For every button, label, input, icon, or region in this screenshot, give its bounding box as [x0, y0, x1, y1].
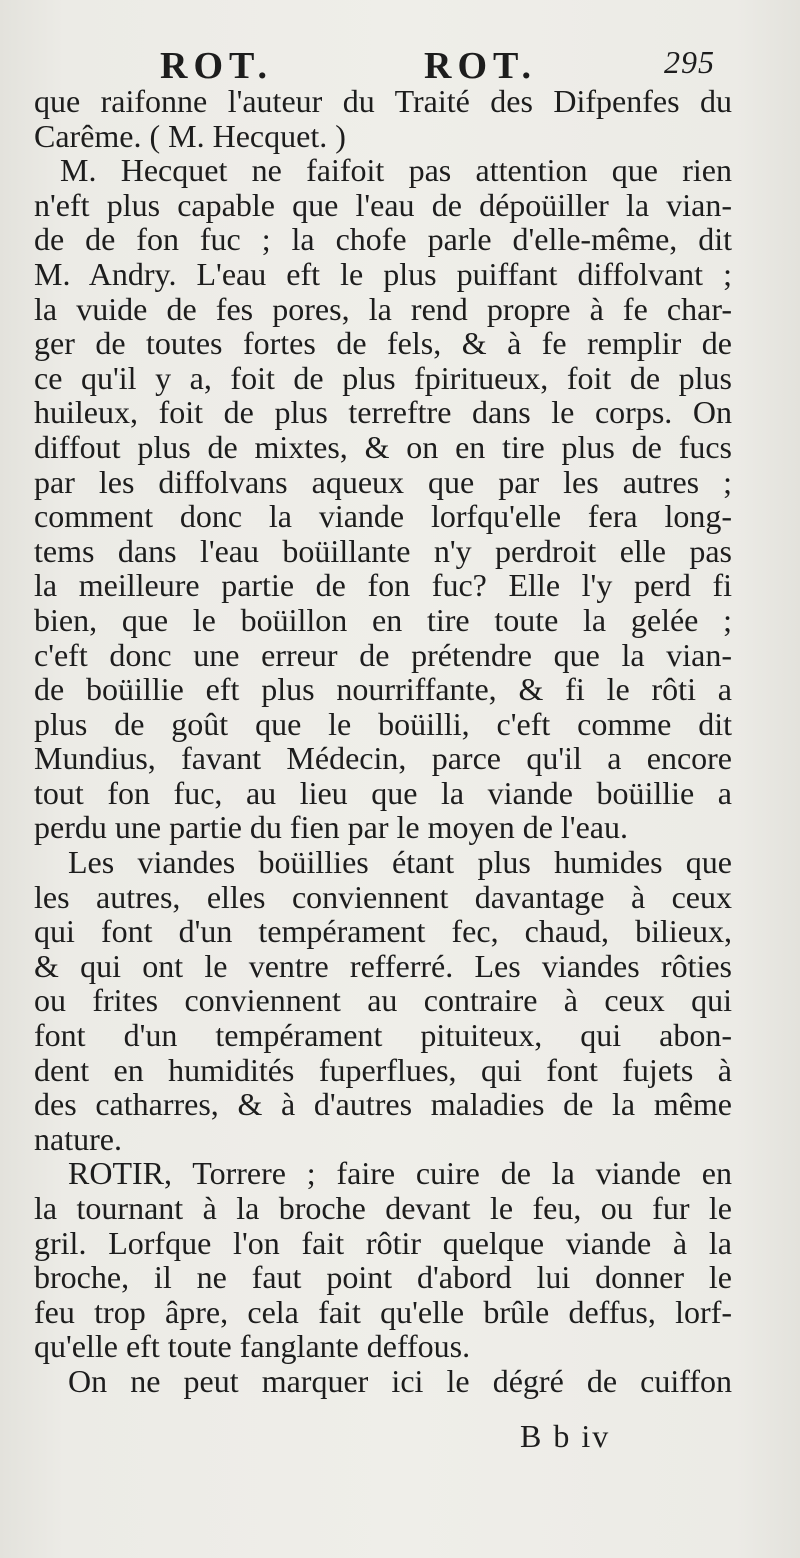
text-line: & qui ont le ventre refferré. Les viandes rôties — [34, 947, 732, 984]
text-line: bien, que le boüillon en tire toute la gelée ; — [34, 601, 732, 638]
text-line: la meilleure partie de fon fuc? Elle l'y perd fi — [34, 567, 732, 604]
text-line: de boüillie eft plus nourriffante, & fi le rôti a — [34, 671, 732, 708]
text-line: ou frites conviennent au contraire à ceux qui — [34, 982, 732, 1019]
text-line: c'eft donc une erreur de prétendre que la vian- — [34, 636, 732, 673]
text-line: par les diffolvans aqueux que par les autres ; — [34, 463, 732, 500]
text-line: Mundius, favant Médecin, parce qu'il a encore — [34, 740, 732, 777]
text-line: huileux, foit de plus terreftre dans le corps. On — [34, 394, 732, 431]
text-line: font d'un tempérament pituiteux, qui abon- — [34, 1017, 732, 1054]
text-line: la vuide de fes pores, la rend propre à fe char- — [34, 290, 732, 327]
text-line: de de fon fuc ; la chofe parle d'elle-même, dit — [34, 221, 732, 258]
text-line: M. Andry. L'eau eft le plus puiffant diffolvant ; — [34, 255, 732, 292]
text-line: qu'elle eft toute fanglante deffous. — [34, 1328, 471, 1365]
text-line: On ne peut marquer ici le dégré de cuiffon — [68, 1362, 732, 1399]
text-line: perdu une partie du fien par le moyen de l'eau. — [34, 809, 628, 846]
text-line: les autres, elles conviennent davantage à ceux — [34, 878, 732, 915]
page-number: 295 — [664, 44, 715, 80]
header-right-word: ROT. — [424, 45, 538, 87]
text-line: comment donc la viande lorfqu'elle fera long- — [34, 498, 732, 535]
text-line: nature. — [34, 1120, 122, 1157]
text-line: dent en humidités fuperflues, qui font fujets à — [34, 1051, 732, 1088]
text-line: tout fon fuc, au lieu que la viande boüillie a — [34, 774, 732, 811]
text-line: la tournant à la broche devant le feu, ou fur le — [34, 1190, 732, 1226]
text-line: des catharres, & à d'autres maladies de la même — [34, 1086, 732, 1123]
text-line: plus de goût que le boüilli, c'eft comme dit — [34, 705, 732, 742]
text-line: gril. Lorfque l'on fait rôtir quelque viande à la — [34, 1224, 732, 1261]
text-line: M. Hecquet ne faifoit pas attention que rien — [60, 152, 732, 189]
signature-mark: B b iv — [520, 1418, 611, 1454]
text-line: diffout plus de mixtes, & on en tire plus de fucs — [34, 428, 732, 465]
text-line: broche, il ne faut point d'abord lui donner le — [34, 1259, 732, 1296]
body-text — [34, 84, 732, 1399]
text-line: ger de toutes fortes de fels, & à fe remplir de — [34, 325, 732, 362]
text-line: feu trop âpre, cela fait qu'elle brûle deffus, lorf- — [34, 1293, 732, 1330]
text-line: Carême. ( M. Hecquet. ) — [34, 117, 346, 154]
text-line: tems dans l'eau boüillante n'y perdroit elle pas — [34, 532, 732, 569]
text-line: n'eft plus capable que l'eau de dépoüiller la vian- — [34, 186, 732, 223]
text-line: ce qu'il y a, foit de plus fpiritueux, foit de plus — [34, 359, 732, 396]
text-line: qui font d'un tempérament fec, chaud, bilieux, — [34, 913, 732, 950]
header-left-word: ROT. — [160, 45, 274, 87]
entry-rotir-line: ROTIR, Torrere ; faire cuire de la viande en — [68, 1155, 732, 1192]
text-line: que raifonne l'auteur du Traité des Difpenfes du — [34, 83, 732, 119]
text-line: Les viandes boüillies étant plus humides que — [68, 844, 732, 881]
